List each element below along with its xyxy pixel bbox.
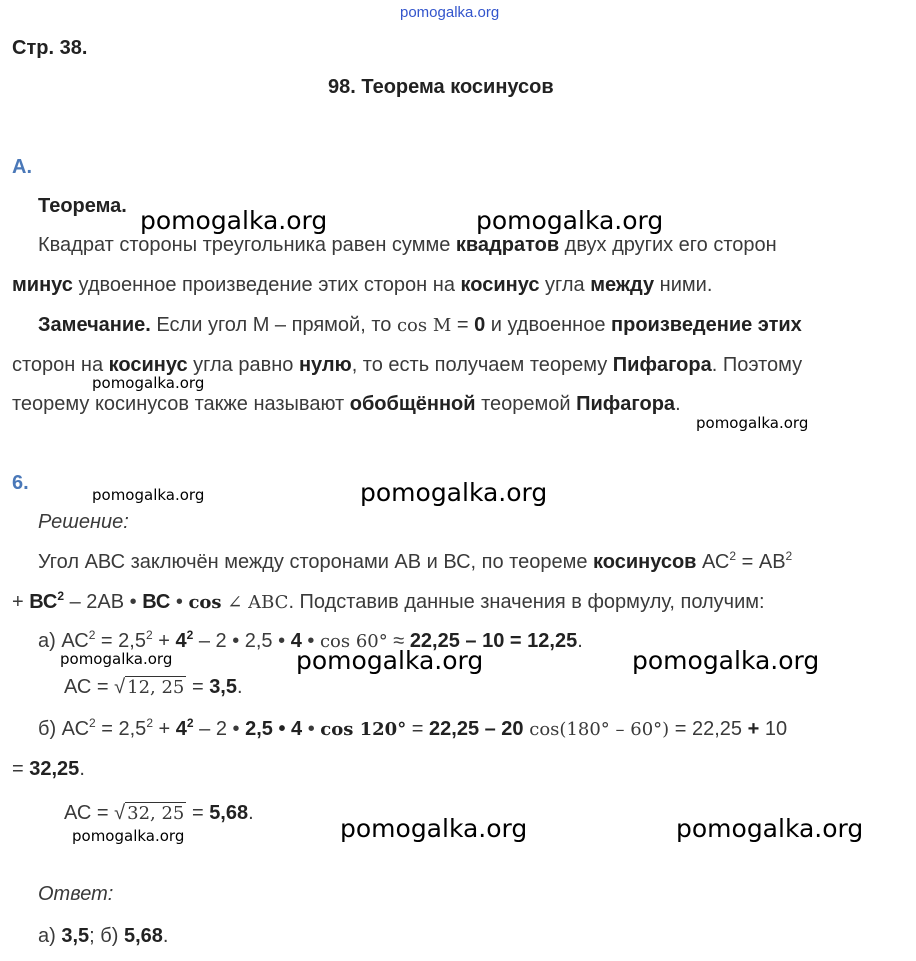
text-segment: произведение этих: [611, 314, 802, 336]
text-segment: .: [577, 630, 583, 652]
text-segment: +: [12, 591, 30, 613]
text-segment: 32,25: [29, 758, 80, 780]
superscript: 2: [186, 628, 194, 642]
superscript: 2: [57, 589, 65, 603]
part-a-line-2: [64, 675, 243, 700]
text-segment: а): [38, 925, 62, 947]
section-a-label: А.: [12, 156, 32, 178]
text-segment: Решение:: [38, 511, 129, 533]
page-title: 98. Теорема косинусов: [328, 76, 554, 98]
text-segment: . Подставив данные значения в формулу, получим:: [288, 591, 765, 613]
watermark: pomogalka.org: [92, 374, 205, 392]
text-segment: = 22,25: [669, 718, 748, 740]
text-segment: = АВ: [736, 551, 786, 573]
text-segment: +: [747, 718, 760, 740]
theorem-line-2: [12, 273, 712, 297]
text-segment: ; б): [89, 925, 124, 947]
solution-line-2: [12, 590, 765, 615]
text-segment: ВС: [29, 591, 58, 613]
superscript: 2: [186, 716, 194, 730]
text-segment: ∠ ABC: [221, 592, 289, 613]
text-segment: угла равно: [187, 354, 299, 376]
text-segment: минус: [12, 274, 73, 296]
remark-line-3: [12, 392, 681, 416]
watermark: pomogalka.org: [140, 206, 328, 235]
radicand: 32, 25: [127, 803, 185, 824]
superscript: 2: [146, 716, 153, 730]
section-b-label: 6.: [12, 472, 29, 494]
text-segment: , то есть получаем теорему: [351, 354, 613, 376]
text-segment: ними.: [654, 274, 713, 296]
watermark: pomogalka.org: [360, 478, 548, 507]
text-segment: cos(180° – 60°): [523, 719, 670, 740]
text-segment: 3,5: [61, 925, 90, 947]
text-segment: . Поэтому: [711, 354, 803, 376]
text-segment: двух других его сторон: [559, 234, 777, 256]
text-segment: +: [152, 630, 176, 652]
text-segment: – 2 •: [193, 718, 246, 740]
text-segment: 2,5 • 4: [245, 718, 303, 740]
text-segment: = 2,5: [95, 630, 146, 652]
superscript: 2: [145, 628, 153, 642]
text-segment: 4: [175, 718, 187, 740]
text-segment: 10: [759, 718, 788, 740]
text-segment: =: [406, 718, 430, 740]
text-segment: квадратов: [455, 234, 560, 256]
radicand: 12, 25: [127, 677, 185, 698]
text-segment: нулю: [298, 354, 352, 376]
watermark: pomogalka.org: [72, 827, 185, 845]
text-segment: – 2АВ •: [64, 591, 143, 613]
text-segment: .: [675, 393, 681, 415]
watermark: pomogalka.org: [696, 414, 809, 432]
part-b-line-2: [12, 757, 85, 781]
text-segment: теорему косинусов также называют: [12, 393, 350, 415]
text-segment: =: [451, 314, 475, 336]
text-segment: .: [79, 758, 85, 780]
text-segment: ВС: [142, 591, 171, 613]
watermark: pomogalka.org: [340, 814, 528, 843]
text-segment: 4: [290, 630, 302, 652]
text-segment: теоремой: [475, 393, 577, 415]
text-segment: и удвоенное: [485, 314, 612, 336]
text-segment: =: [186, 802, 210, 824]
text-segment: =: [186, 676, 210, 698]
text-segment: cos 120°: [320, 719, 407, 740]
superscript: 2: [729, 549, 737, 563]
part-b-line-1: [38, 717, 787, 742]
theorem-heading: [38, 194, 127, 218]
superscript: 2: [88, 628, 96, 642]
theorem-line-1: [38, 233, 777, 257]
text-segment: 4: [175, 630, 187, 652]
text-segment: а) АС: [38, 630, 89, 652]
watermark: pomogalka.org: [60, 650, 173, 668]
text-segment: удвоенное произведение этих сторон на: [72, 274, 461, 296]
text-segment: 22,25 – 20: [429, 718, 524, 740]
text-segment: cos M: [396, 315, 452, 336]
text-segment: косинус: [460, 274, 540, 296]
text-segment: между: [590, 274, 655, 296]
text-segment: Замечание.: [38, 314, 151, 336]
text-segment: обобщённой: [349, 393, 476, 415]
watermark: pomogalka.org: [676, 814, 864, 843]
watermark: pomogalka.org: [632, 646, 820, 675]
text-segment: cos: [188, 592, 222, 613]
remark-line-1: [38, 313, 802, 338]
text-segment: ≈: [387, 630, 410, 652]
answer-line: [38, 924, 168, 948]
text-segment: сторон на: [12, 354, 109, 376]
text-segment: – 2 • 2,5 •: [193, 630, 291, 652]
solution-line-1: [38, 550, 792, 574]
solution-heading: [38, 510, 129, 534]
text-segment: Пифагора: [576, 393, 676, 415]
text-segment: Ответ:: [38, 883, 114, 905]
text-segment: угла: [539, 274, 591, 296]
text-segment: 3,5: [209, 676, 237, 698]
text-segment: АС = √: [64, 802, 126, 824]
watermark: pomogalka.org: [296, 646, 484, 675]
text-segment: АС = √: [64, 676, 126, 698]
superscript: 2: [785, 549, 793, 563]
text-segment: Угол АВС заключён между сторонами АВ и ВС, по теореме: [38, 551, 593, 573]
text-segment: = 2,5: [95, 718, 147, 740]
watermark: pomogalka.org: [92, 486, 205, 504]
text-segment: .: [162, 925, 169, 947]
watermark: pomogalka.org: [476, 206, 664, 235]
text-segment: =: [12, 758, 30, 780]
page-reference: Стр. 38.: [12, 37, 88, 59]
text-segment: .: [237, 676, 243, 698]
text-segment: косинусов: [593, 551, 697, 573]
answer-heading: [38, 882, 113, 906]
text-segment: АС: [696, 551, 730, 573]
text-segment: косинус: [108, 354, 188, 376]
text-segment: 22,25 – 10 = 12,25: [409, 630, 578, 652]
text-segment: .: [248, 802, 254, 824]
text-segment: Теорема.: [38, 195, 127, 217]
text-segment: Квадрат стороны треугольника равен сумме: [38, 234, 456, 256]
text-segment: 0: [474, 314, 486, 336]
header-watermark: pomogalka.org: [400, 4, 500, 21]
text-segment: •: [302, 718, 321, 740]
text-segment: 5,68: [209, 802, 249, 824]
text-segment: б) АС: [38, 718, 90, 740]
text-segment: 5,68: [123, 925, 163, 947]
text-segment: Пифагора: [612, 354, 712, 376]
part-b-line-3: [64, 801, 254, 826]
text-segment: Если угол М – прямой, то: [150, 314, 397, 336]
superscript: 2: [89, 716, 96, 730]
text-segment: •: [301, 630, 320, 652]
text-segment: •: [170, 591, 189, 613]
text-segment: +: [153, 718, 176, 740]
text-segment: cos 60°: [319, 631, 388, 652]
